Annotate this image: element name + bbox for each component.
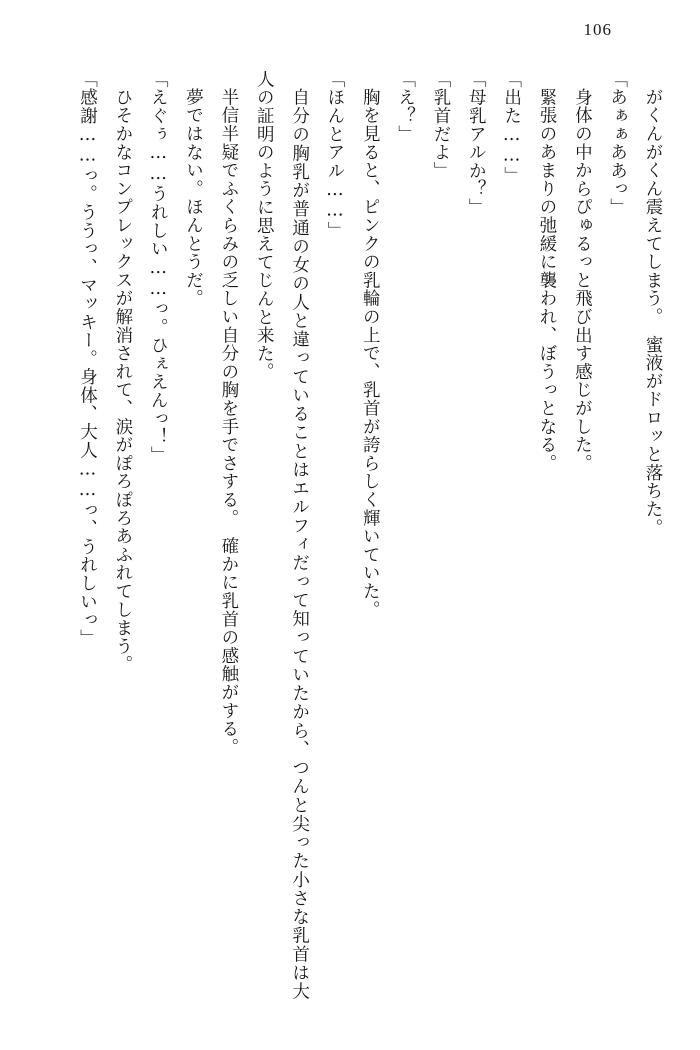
paragraph: 胸を見ると、ピンクの乳輪の上で、乳首が誇らしく輝いていた。 <box>360 87 381 619</box>
page-text-body <box>30 70 670 1000</box>
paragraph: 半信半疑でふくらみの乏しい自分の胸を手でさする。 確かに乳首の感触がする。 <box>218 87 239 756</box>
page-number: 106 <box>583 20 612 39</box>
paragraph: 「母乳アルか？」 <box>466 70 487 217</box>
paragraph: 自分の胸乳が普通の女の人と違っていることはエルフィだって知っていたから、つんと尖った小さな乳首は大人の証明のように思えてじんと来た。 <box>254 70 310 1000</box>
paragraph: 身体の中からぴゅるっと飛び出す感じがした。 <box>572 87 593 472</box>
paragraph: 「え？」 <box>395 70 416 144</box>
paragraph: 夢ではない。ほんとうだ。 <box>183 87 204 308</box>
paragraph: 「乳首だよ」 <box>430 70 451 180</box>
paragraph: がくんがくん震えてしまう。 蜜液がドロッと落ちた。 <box>643 87 663 537</box>
paragraph: 「あぁぁああっ」 <box>607 70 628 217</box>
paragraph: ひそかなコンプレックスが解消されて、涙がぽろぽろあふれてしまう。 <box>112 87 133 674</box>
paragraph: 「えぐぅ……うれしい……っ。ひぇえんっ！」 <box>148 70 169 465</box>
paragraph: 緊張のあまりの弛緩に襲われ、ぼうっとなる。 <box>536 87 557 472</box>
paragraph: 「感謝……っ。ううっ、マッキー。身体、大人……っ、うれしいっ」 <box>77 70 98 648</box>
paragraph: 「ほんとアル……」 <box>324 70 345 240</box>
paragraph: 「出た……」 <box>501 70 522 185</box>
